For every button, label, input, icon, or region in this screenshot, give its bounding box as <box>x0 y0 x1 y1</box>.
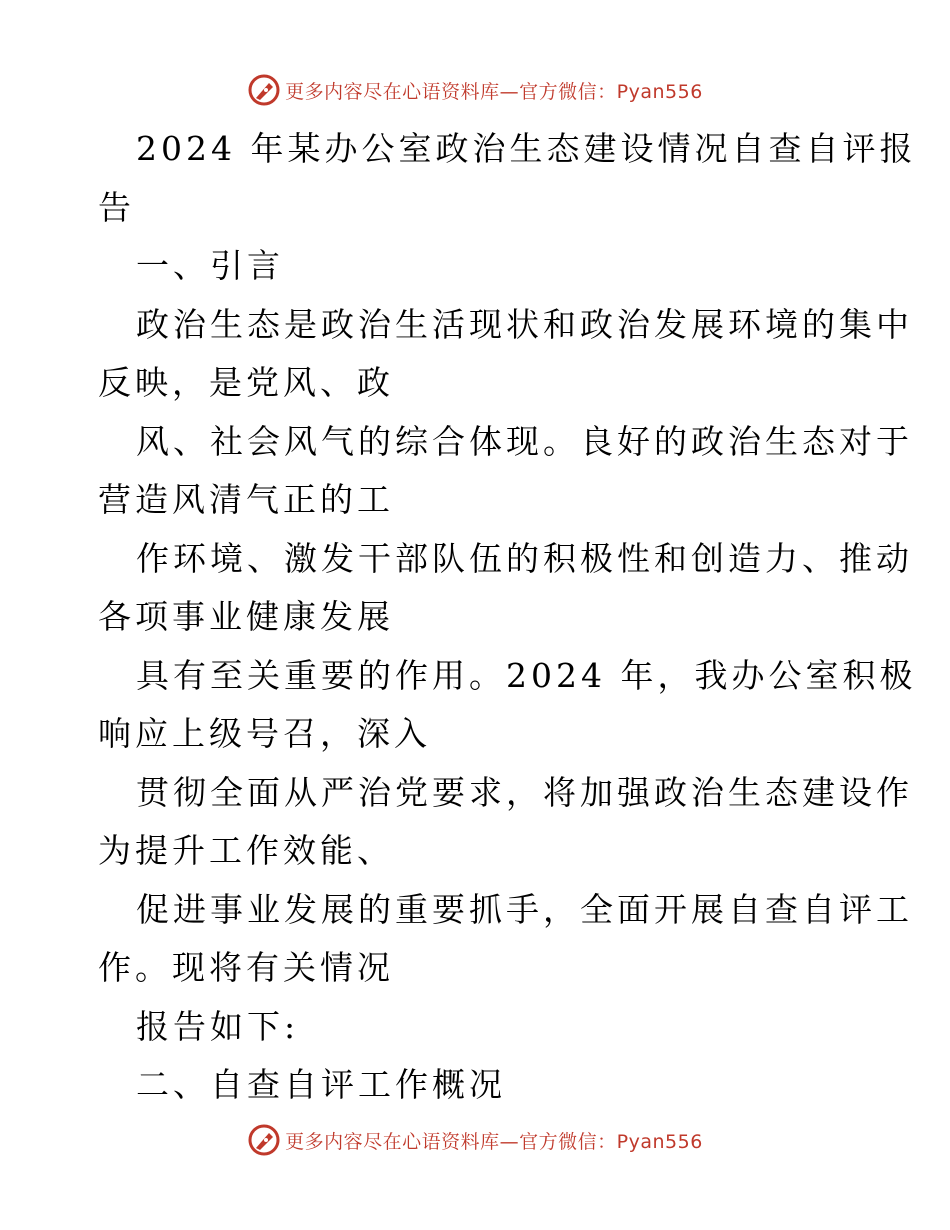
paragraph-line: 各项事业健康发展 <box>98 597 394 636</box>
paragraph-line: 反映，是党风、政 <box>98 363 394 402</box>
paragraph-line: 具有至关重要的作用。2024 年，我办公室积极 <box>136 655 917 695</box>
paragraph-line: 贯彻全面从严治党要求，将加强政治生态建设作 <box>136 772 913 812</box>
title-line-1: 2024 年某办公室政治生态建设情况自查自评报 <box>136 129 917 168</box>
paragraph-line: 促进事业发展的重要抓手，全面开展自查自评工 <box>136 889 913 929</box>
watermark-text: 更多内容尽在心语资料库—官方微信：Pyan556 <box>285 80 703 103</box>
pen-logo-icon <box>247 73 281 107</box>
section-heading-overview: 二、自查自评工作概况 <box>136 1065 506 1104</box>
watermark-text: 更多内容尽在心语资料库—官方微信：Pyan556 <box>285 1130 703 1153</box>
section-heading-intro: 一、引言 <box>136 246 284 285</box>
paragraph-line: 为提升工作效能、 <box>98 831 394 870</box>
title-line-2: 告 <box>98 187 135 227</box>
paragraph-line: 报告如下: <box>136 1006 300 1046</box>
paragraph-line: 作。现将有关情况 <box>98 948 394 987</box>
paragraph-line: 响应上级号召，深入 <box>98 714 431 753</box>
footer-watermark <box>0 1120 950 1160</box>
header-watermark <box>0 70 950 110</box>
paragraph-line: 风、社会风气的综合体现。良好的政治生态对于 <box>136 421 913 461</box>
paragraph-line: 营造风清气正的工 <box>98 480 394 519</box>
document-body <box>98 120 917 1115</box>
paragraph-line: 政治生态是政治生活现状和政治发展环境的集中 <box>136 304 913 344</box>
pen-logo-icon <box>247 1123 281 1157</box>
paragraph-line: 作环境、激发干部队伍的积极性和创造力、推动 <box>136 538 913 578</box>
